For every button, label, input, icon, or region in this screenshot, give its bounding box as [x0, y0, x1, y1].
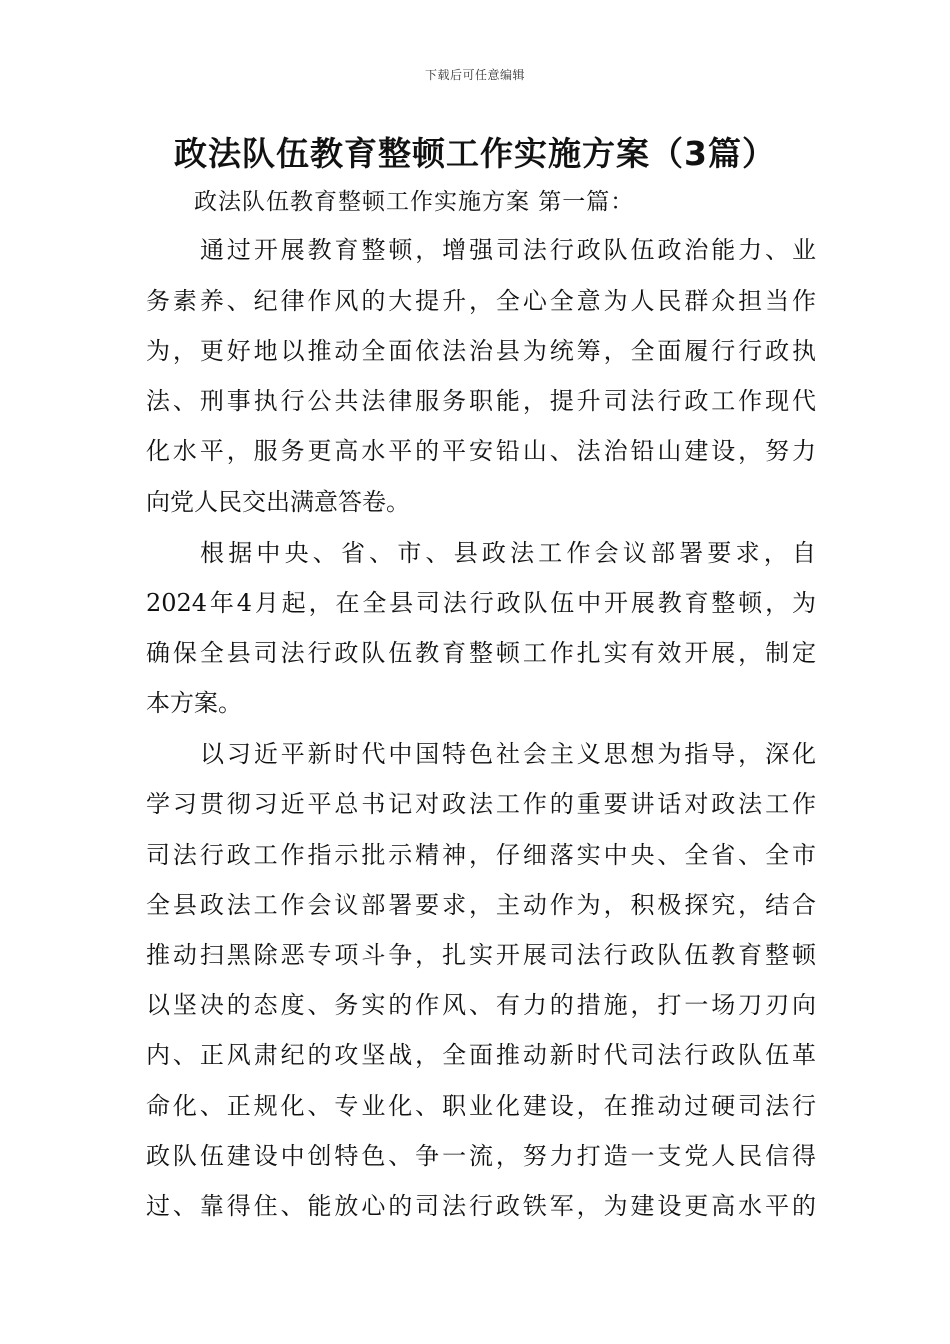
paragraph-3-line-5: 推动扫黑除恶专项斗争，扎实开展司法行政队伍教育整顿: [146, 941, 816, 969]
paragraph-3-line-3: 司法行政工作指示批示精神，仔细落实中央、全省、全市: [146, 841, 816, 869]
paragraph-2-line-1: 根据中央、省、市、县政法工作会议部署要求，自: [200, 539, 816, 567]
paragraph-1-line-4: 法、刑事执行公共法律服务职能，提升司法行政工作现代: [146, 387, 816, 415]
header-note: 下载后可任意编辑: [424, 68, 525, 82]
paragraph-2-line-4: 本方案。: [146, 689, 242, 717]
paragraph-2-line-2: 2024年4月起，在全县司法行政队伍中开展教育整顿，为: [146, 589, 816, 617]
paragraph-1-line-6: 向党人民交出满意答卷。: [146, 488, 410, 516]
paragraph-3-line-2: 学习贯彻习近平总书记对政法工作的重要讲话对政法工作: [146, 790, 816, 818]
paragraph-3-line-7: 内、正风肃纪的攻坚战，全面推动新时代司法行政队伍革: [146, 1041, 816, 1069]
paragraph-3-line-4: 全县政法工作会议部署要求，主动作为，积极探究，结合: [146, 891, 816, 919]
section-heading: 政法队伍教育整顿工作实施方案 第一篇：: [194, 189, 635, 215]
document-title: 政法队伍教育整顿工作实施方案（3篇）: [174, 134, 776, 173]
paragraph-3-line-10: 过、靠得住、能放心的司法行政铁军，为建设更高水平的: [146, 1192, 816, 1220]
paragraph-1-line-1: 通过开展教育整顿，增强司法行政队伍政治能力、业: [200, 236, 816, 264]
paragraph-1-line-2: 务素养、纪律作风的大提升，全心全意为人民群众担当作: [146, 287, 816, 315]
paragraph-1-line-5: 化水平，服务更高水平的平安铅山、法治铅山建设，努力: [146, 437, 816, 465]
paragraph-3-line-8: 命化、正规化、专业化、职业化建设，在推动过硬司法行: [146, 1092, 816, 1120]
paragraph-3-line-1: 以习近平新时代中国特色社会主义思想为指导，深化: [200, 740, 816, 768]
paragraph-2-line-3: 确保全县司法行政队伍教育整顿工作扎实有效开展，制定: [146, 639, 816, 667]
paragraph-3-line-9: 政队伍建设中创特色、争一流，努力打造一支党人民信得: [146, 1142, 816, 1170]
paragraph-1-line-3: 为，更好地以推动全面依法治县为统筹，全面履行行政执: [146, 337, 816, 365]
paragraph-3-line-6: 以坚决的态度、务实的作风、有力的措施，打一场刀刃向: [146, 991, 816, 1019]
